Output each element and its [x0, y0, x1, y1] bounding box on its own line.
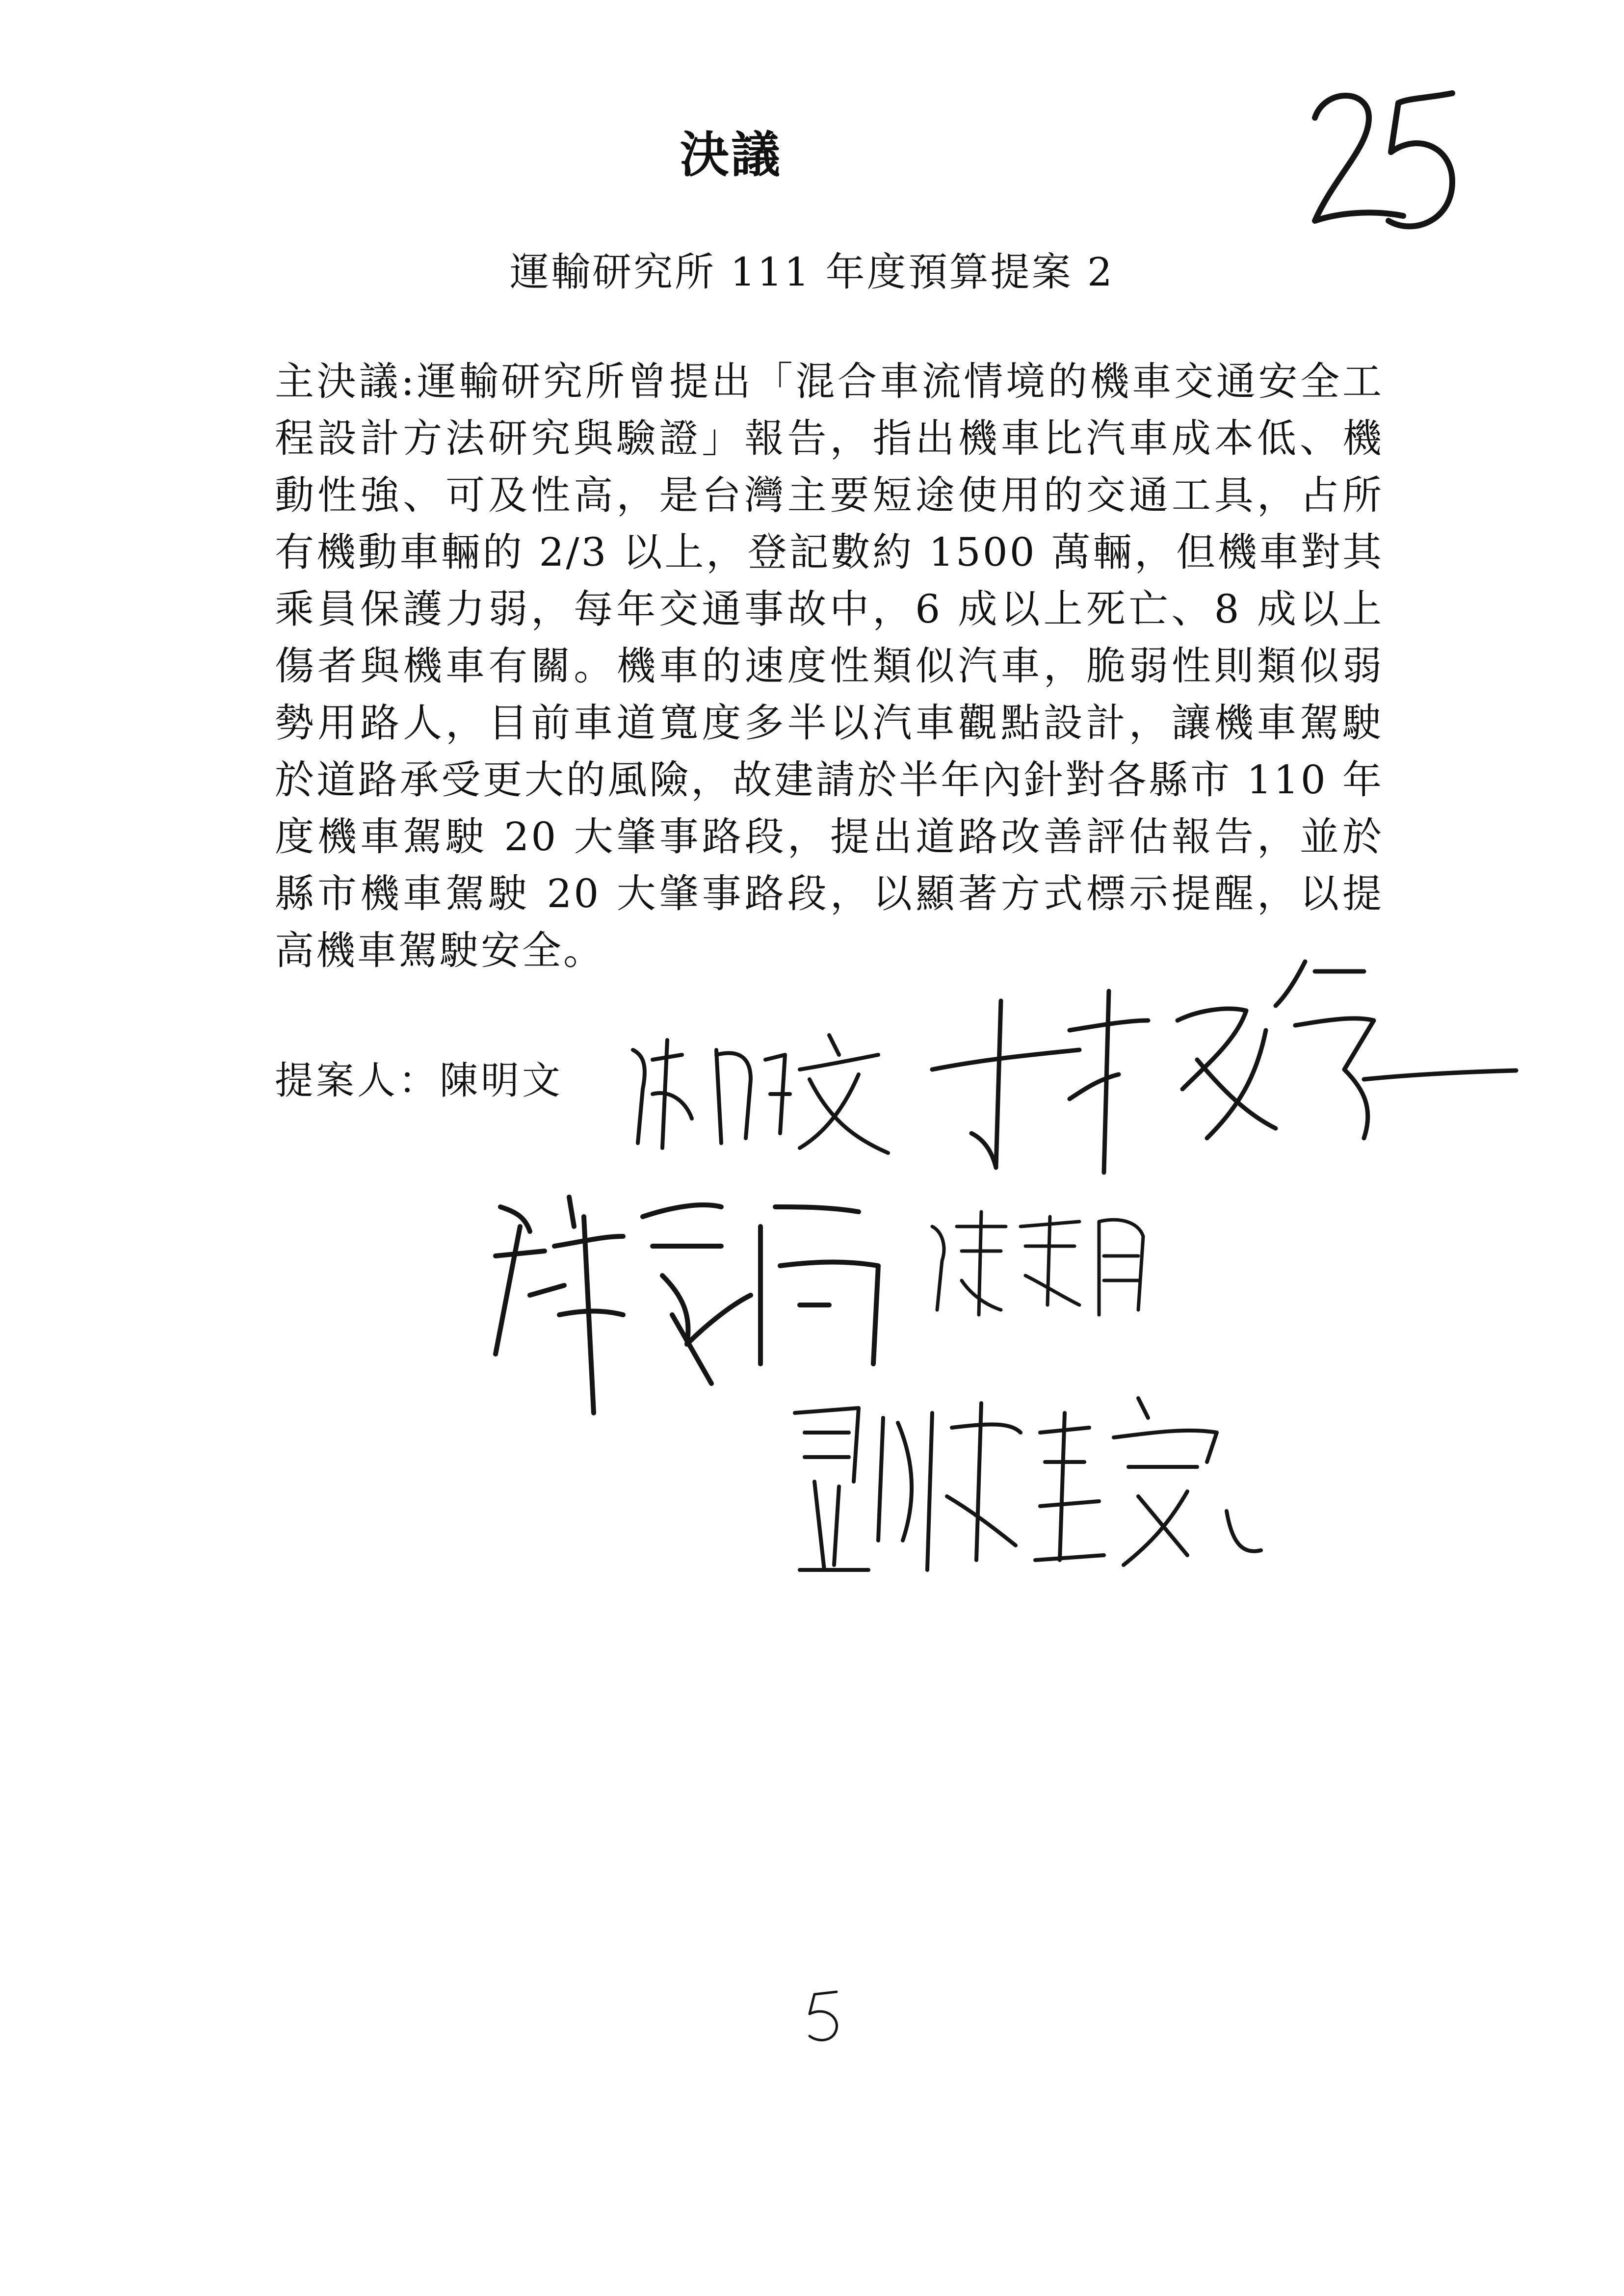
signature-2 — [922, 942, 1521, 1187]
signature-5 — [785, 1383, 1266, 1580]
document-title: 決議 — [680, 126, 782, 183]
proposer-label: 提案人：陳明文 — [275, 1059, 564, 1103]
document-subtitle: 運輸研究所 111 年度預算提案 2 — [510, 249, 1114, 295]
handwritten-page-number — [1305, 78, 1462, 240]
handwritten-bottom-number — [800, 1987, 844, 2046]
signature-1 — [623, 1020, 898, 1168]
signature-4 — [922, 1197, 1158, 1325]
resolution-body: 主決議:運輸研究所曾提出「混合車流情境的機車交通安全工程設計方法研究與驗證」報告，指出機車比汽車成本低、機動性強、可及性高，是台灣主要短途使用的交通工具，占所有機動車輛的 2/3 以上，登記數約 1500 萬輛，但機車對其乘員保護力弱，每年交通事故中，6 成以上死亡、8 成以上傷者與機車有關。機車的速度性類似汽車，脆弱性則類似弱勢用路人，目前車道寬度多半以汽車觀點設計，讓機車駕駛於道路承受更大的風險，故建請於半年內針對各縣市 110 年度機車駕駛 20 大肇事路段，提出道路改善評估報告，並於縣市機車駕駛 20 大肇事路段，以顯著方式標示提醒，以提高機車駕駛安全。 — [275, 359, 1384, 973]
